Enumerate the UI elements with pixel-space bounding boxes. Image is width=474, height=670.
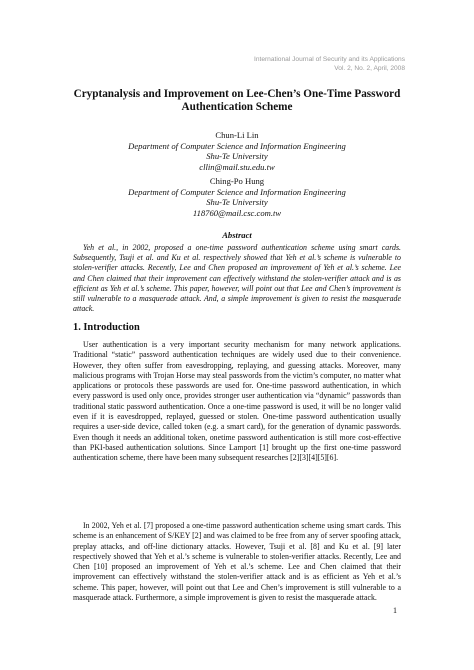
paper-title: Cryptanalysis and Improvement on Lee-Chen’s One-Time Password Authentication Scheme	[73, 88, 401, 113]
author-name: Chun-Li Lin	[215, 130, 259, 140]
page-number: 1	[393, 606, 397, 615]
author-university: Shu-Te University	[206, 151, 268, 162]
author-email: cllin@mail.stu.edu.tw	[199, 161, 275, 172]
author-block-1	[60, 130, 414, 172]
author-university: Shu-Te University	[206, 197, 268, 208]
journal-volume: Vol. 2, No. 2, April, 2008	[334, 64, 405, 72]
author-email: 118760@mail.csc.com.tw	[192, 207, 282, 218]
journal-header	[254, 56, 405, 74]
body-paragraph: In 2002, Yeh et al. [7] proposed a one-time password authentication scheme using smart cards. This scheme is an enhancement of S/KEY [2] and was claimed to be free from any of server spoofing attack, preplay attacks, and off-line dictionary attacks. However, Tsuji et al. [8] and Ku et al. [9] later respectively showed that Yeh et al.’s scheme is vulnerable to stolen-verifier attacks. Recently, Lee and Chen [10] proposed an improvement of Yeh et al.’s scheme. Lee and Chen claimed that their improvement can effectively withstand the stolen-verifier attack and is as efficient as Yeh et al.’s scheme. This paper, however, will point out that Lee and Chen’s improvement is still vulnerable to a masquerade attack. Furthermore, a simple improvement is given to resist the masquerade attack.	[73, 521, 401, 603]
section-heading: 1. Introduction	[73, 322, 140, 333]
body-paragraph: User authentication is a very important security mechanism for many network applications. Traditional “static” password authentication techniques are widely used due to their convenience. However, they often suffer from eavesdropping, replaying, and guessing attacks. Moreover, many malicious programs with Trojan Horse may steal passwords from the victim’s computer, no matter what applications or protocols these passwords are used for. One-time password authentication, in which every password is used only once, provides stronger user authentication via “dynamic” passwords than traditional static password authentication. Once a one-time password is used, it will be no longer valid even if it is eavesdropped, replayed, guessed or stolen. One-time password authentication usually requires a user-side device, called token (e.g. a smart card), for the generation of dynamic passwords. Even though it needs an additional token, onetime password authentication is still more cost-effective than PKI-based authentication solutions. Since Lamport [1] brought up the first one-time password authentication scheme, there have been many subsequent researches [2][3][4][5][6].	[73, 340, 401, 463]
abstract-heading: Abstract	[222, 230, 252, 240]
abstract-text: Yeh et al., in 2002, proposed a one-time password authentication scheme using smart cards. Subsequently, Tsuji et al. and Ku et al. respectively showed that Yeh et al.’s scheme is vulnerable to stolen-verifier attacks. Recently, Lee and Chen proposed an improvement of Yeh et al.’s scheme. Lee and Chen claimed that their improvement can effectively withstand the stolen-verifier attack and is as efficient as Yeh et al.’s scheme. This paper, however, will point out that Lee and Chen’s improvement is still vulnerable to a masquerade attack. And, a simple improvement is given to resist the masquerade attack.	[73, 243, 401, 314]
author-block-2	[60, 176, 414, 218]
journal-name: International Journal of Security and its Applications	[253, 56, 405, 63]
author-department: Department of Computer Science and Information Engineering	[128, 186, 346, 197]
author-name: Ching-Po Hung	[209, 176, 265, 186]
author-department: Department of Computer Science and Information Engineering	[128, 140, 346, 151]
